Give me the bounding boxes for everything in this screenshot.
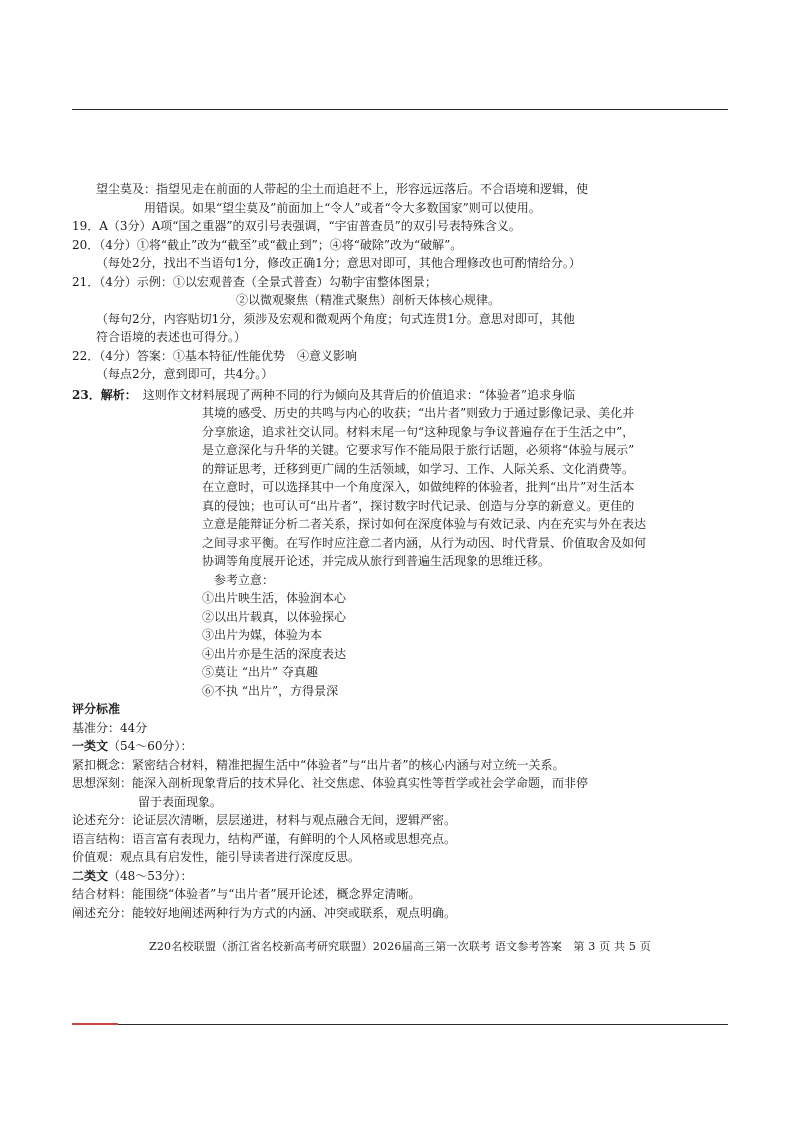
reference-idea: ⑥不执 “出片”，方得景深 (202, 683, 339, 698)
q21-answer-2: ②以微观聚焦（精准式聚焦）剖析天体核心规律。 (236, 293, 501, 307)
class-two-range: （48～53分）： (108, 868, 193, 883)
reference-idea: ③出片为媒，体验为本 (202, 628, 323, 642)
criterion: 阐述充分：能较好地阐述两种行为方式的内涵、冲突或联系，观点明确。 (72, 905, 457, 920)
criterion-continued: 留于表面现象。 (138, 794, 223, 809)
q23-line: 分享旅途，追求社交认同。材料末尾一句“这种现象与争议普遍存在于生活之中”， (202, 424, 635, 439)
answer-content (72, 180, 726, 922)
base-score: 基准分：44分 (72, 720, 148, 735)
q23-line: 在立意时，可以选择其中一个角度深入，如做纯粹的体验者，批判“出片”对生活本 (202, 480, 635, 494)
header-rule (72, 109, 728, 110)
reference-ideas-heading: 参考立意： (214, 572, 275, 587)
q23-number: 23． (72, 387, 101, 402)
q23-label: 解析： (100, 387, 137, 402)
class-two-heading (72, 867, 726, 886)
criterion: 价值观：观点具有启发性，能引导读者进行深度反思。 (72, 850, 361, 864)
grading-standard-heading: 评分标准 (72, 702, 121, 716)
q20-answer: 20．（4分）①将“截止”改为“截至”或“截止到”；④将“破除”改为“破解”。 (72, 237, 463, 252)
reference-idea: ①出片映生活，体验润本心 (202, 591, 347, 605)
q23-line: 的辩证思考，迁移到更广阔的生活领域，如学习、工作、人际关系、文化消费等。 (202, 461, 635, 476)
q23-line: 协调等角度展开论述，并完成从旅行到普遍生活现象的思维迁移。 (202, 554, 551, 568)
page-footer: Z20名校联盟（浙江省名校新高考研究联盟）2026届高三第一次联考 语文参考答案 第 3 页 共 5 页 (148, 940, 651, 953)
q18-line-1: 望尘莫及：指望见走在前面的人带起的尘土而追赶不上，形容远远落后。不合语境和逻辑，使 (96, 182, 589, 196)
q23-intro (72, 386, 726, 405)
q20-scoring: （每处2分，找出不当语句1分，修改正确1分；意思对即可，其他合理修改也可酌情给分。） (96, 256, 581, 270)
criterion: 结合材料：能围绕“体验者”与“出片者”展开论述，概念界定清晰。 (72, 887, 421, 901)
q21-scoring-1: （每句2分，内容贴切1分，须涉及宏观和微观两个角度；句式连贯1分。意思对即可，其他 (96, 311, 575, 326)
reference-idea: ②以出片载真，以体验探心 (202, 609, 347, 624)
q22-answer: 22．（4分）答案：①基本特征/性能优势 ④意义影响 (72, 348, 357, 363)
criterion: 思想深刻：能深入剖析现象背后的技术异化、社交焦虑、体验真实性等哲学或社会学命题，而非停 (72, 776, 589, 790)
q23-text: 这则作文材料展现了两种不同的行为倾向及其背后的价值追求：“体验者”追求身临 (142, 387, 575, 402)
reference-idea: ④出片亦是生活的深度表达 (202, 646, 347, 661)
q18-line-2: 用错误。如果“望尘莫及”前面加上“令人”或者“令大多数国家”则可以使用。 (144, 200, 541, 215)
q23-line: 其境的感受、历史的共鸣与内心的收获；“出片者”则致力于通过影像记录、美化并 (202, 406, 635, 420)
q21-scoring-2: 符合语境的表述也可得分。） (96, 330, 247, 344)
q19-answer: 19．A（3分）A项“国之重器”的双引号表强调，“宇宙普查员”的双引号表特殊含义。 (72, 219, 521, 233)
class-one-heading (72, 737, 726, 756)
reference-idea: ⑤莫让 “出片” 夺真趣 (202, 665, 318, 679)
q23-line: 之间寻求平衡。在写作时应注意二者内涵，从行为动因、时代背景、价值取舍及如何 (202, 535, 647, 550)
q23-line: 真的侵蚀；也可认可“出片者”，探讨数字时代记录、创造与分享的新意义。更佳的 (202, 498, 635, 513)
class-one-label: 一类文 (72, 739, 109, 753)
class-one-range: （54～60分）： (108, 739, 193, 753)
criterion: 紧扣概念：紧密结合材料，精准把握生活中“体验者”与“出片者”的核心内涵与对立统一关系。 (72, 757, 565, 772)
footer-rule (72, 1024, 728, 1025)
criterion: 论述充分：论证层次清晰，层层递进，材料与观点融合无间，逻辑严密。 (72, 813, 457, 827)
q21-answer: 21．（4分）示例：①以宏观普查（全景式普查）勾勒宇宙整体图景； (72, 274, 437, 289)
q23-line: 立意是能辩证分析二者关系，探讨如何在深度体验与有效记录、内在充实与外在表达 (202, 517, 647, 531)
red-edge-mark (72, 1023, 118, 1025)
class-two-label: 二类文 (72, 868, 109, 883)
q23-line: 是立意深化与升华的关键。它要求写作不能局限于旅行话题，必须将“体验与展示” (202, 443, 635, 457)
criterion: 语言结构：语言富有表现力，结构严谨，有鲜明的个人风格或思想亮点。 (72, 831, 457, 846)
q22-scoring: （每点2分，意到即可，共4分。） (96, 367, 274, 381)
